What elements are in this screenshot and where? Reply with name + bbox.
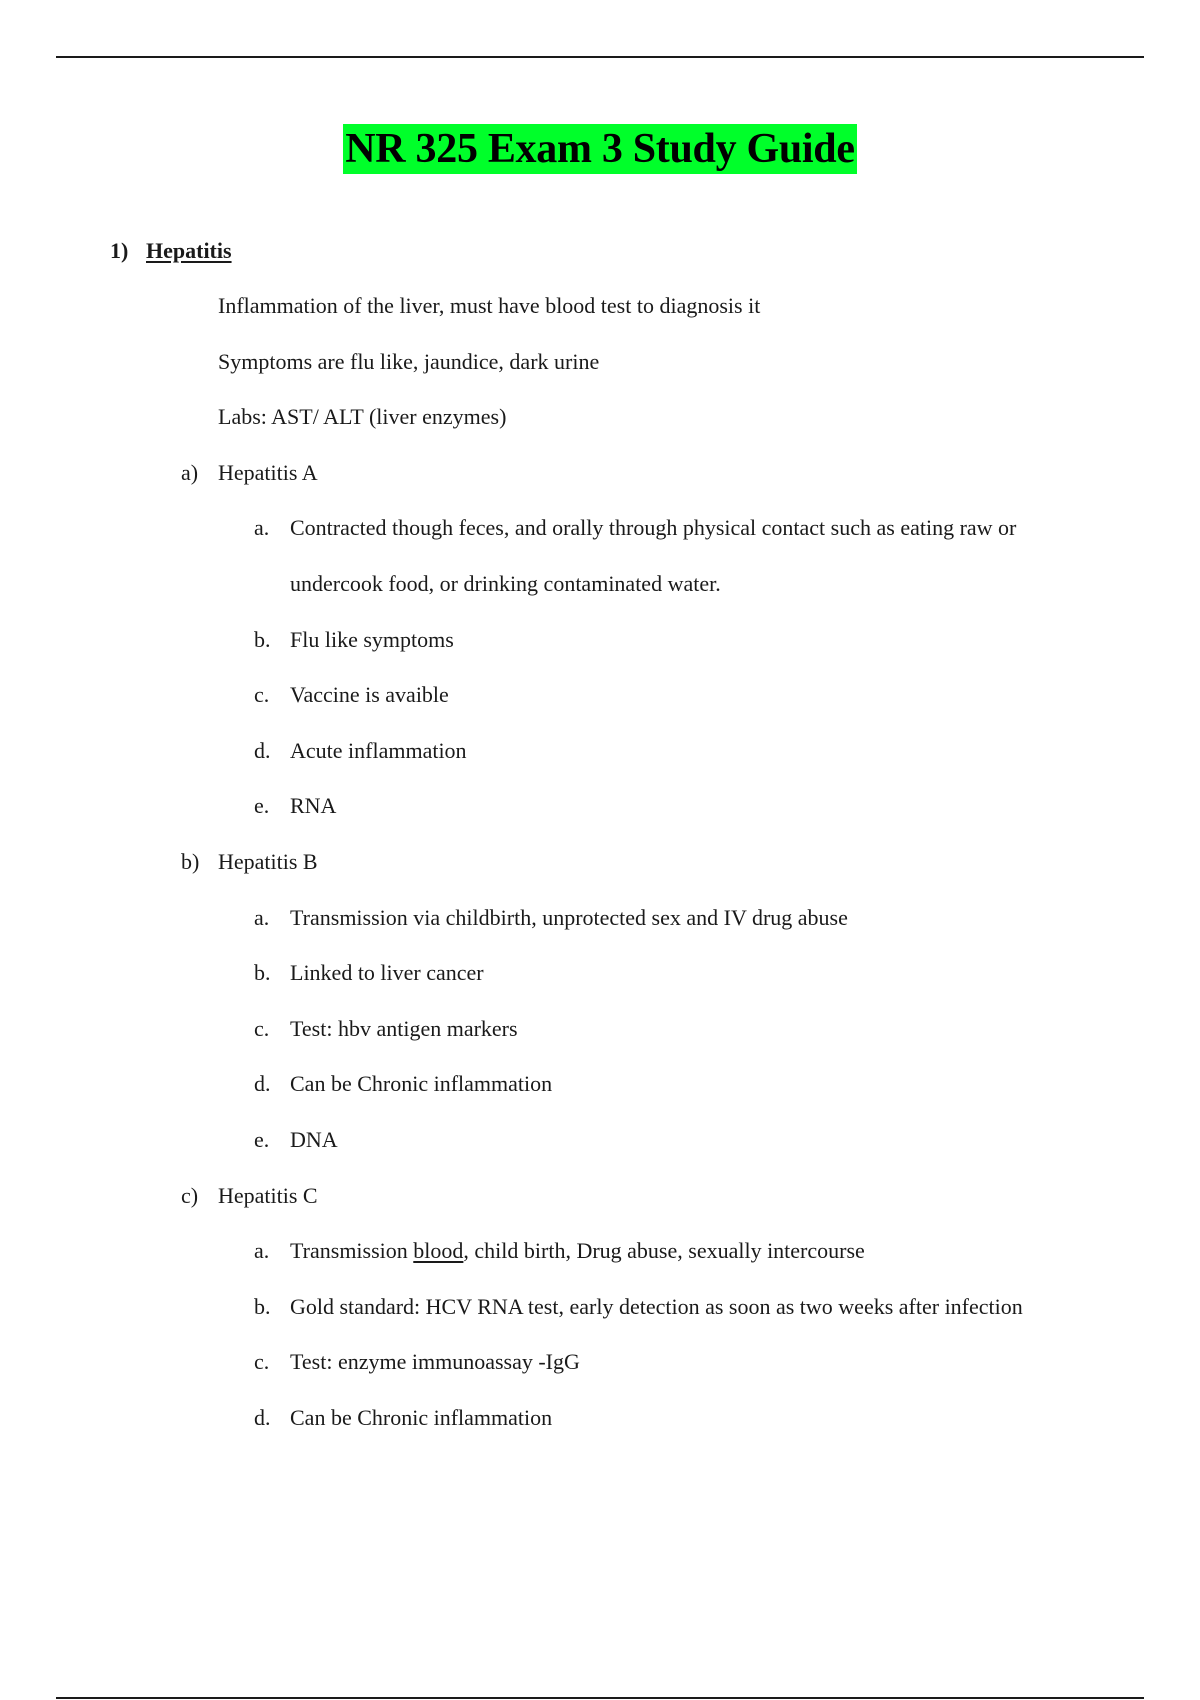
list-item-marker: a. bbox=[254, 1238, 270, 1263]
list-item: Can be Chronic inflammation bbox=[290, 1405, 553, 1430]
list-item: Linked to liver cancer bbox=[290, 960, 484, 985]
list-item: Vaccine is avaible bbox=[290, 682, 449, 707]
underlined-word: blood bbox=[413, 1238, 464, 1263]
list-item-marker: c. bbox=[254, 1349, 270, 1374]
subsection-label: Hepatitis A bbox=[218, 460, 318, 485]
subsection-marker: b) bbox=[181, 849, 200, 874]
list-item-marker: b. bbox=[254, 960, 271, 985]
list-item-text-pre: Transmission bbox=[290, 1238, 414, 1263]
bottom-rule bbox=[56, 1697, 1144, 1699]
section-heading: Hepatitis bbox=[146, 238, 232, 263]
intro-line: Symptoms are flu like, jaundice, dark urine bbox=[218, 349, 600, 374]
list-item: Transmission via childbirth, unprotected sex and IV drug abuse bbox=[290, 905, 848, 930]
list-item-text-post: , child birth, Drug abuse, sexually intercourse bbox=[463, 1238, 865, 1263]
list-item-marker: b. bbox=[254, 1294, 271, 1319]
list-item-marker: c. bbox=[254, 1016, 270, 1041]
list-item: Gold standard: HCV RNA test, early detection as soon as two weeks after infection bbox=[290, 1294, 1023, 1319]
list-item: Acute inflammation bbox=[290, 738, 467, 763]
list-item: Contracted though feces, and orally through physical contact such as eating raw or bbox=[290, 515, 1017, 540]
list-item-marker: d. bbox=[254, 1071, 271, 1096]
intro-line: Labs: AST/ ALT (liver enzymes) bbox=[218, 404, 507, 429]
list-item-marker: a. bbox=[254, 905, 270, 930]
list-item-marker: c. bbox=[254, 682, 270, 707]
list-item: Can be Chronic inflammation bbox=[290, 1071, 553, 1096]
list-item-marker: b. bbox=[254, 627, 271, 652]
top-rule bbox=[56, 56, 1144, 58]
list-item: Test: hbv antigen markers bbox=[290, 1016, 518, 1041]
title-container bbox=[0, 124, 1200, 174]
list-item: DNA bbox=[290, 1127, 338, 1152]
subsection-label: Hepatitis B bbox=[218, 849, 318, 874]
list-item-continuation: undercook food, or drinking contaminated water. bbox=[290, 571, 721, 596]
list-item-marker: d. bbox=[254, 738, 271, 763]
list-item bbox=[290, 1237, 865, 1265]
intro-line: Inflammation of the liver, must have blood test to diagnosis it bbox=[218, 293, 761, 318]
list-item: RNA bbox=[290, 793, 337, 818]
subsection-marker: c) bbox=[181, 1183, 199, 1208]
list-item-marker: e. bbox=[254, 793, 270, 818]
subsection-marker: a) bbox=[181, 460, 199, 485]
list-item: Test: enzyme immunoassay -IgG bbox=[290, 1349, 580, 1374]
document-title: NR 325 Exam 3 Study Guide bbox=[345, 126, 855, 172]
list-item-marker: d. bbox=[254, 1405, 271, 1430]
section-number: 1) bbox=[110, 238, 129, 263]
list-item-marker: e. bbox=[254, 1127, 270, 1152]
list-item: Flu like symptoms bbox=[290, 627, 454, 652]
list-item-marker: a. bbox=[254, 515, 270, 540]
subsection-label: Hepatitis C bbox=[218, 1183, 318, 1208]
